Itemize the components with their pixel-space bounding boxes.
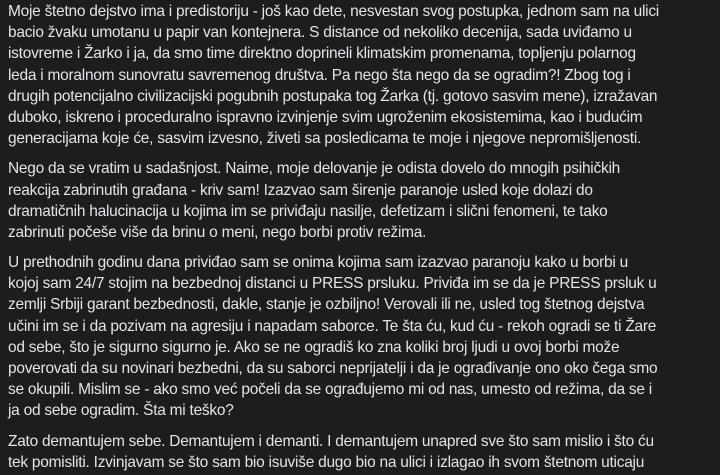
text-line: Nego da se vratim u sadašnjost. Naime, moje delovanje je odista dovelo do mnogih psihičkih [8,160,621,178]
post-paragraph [8,252,720,422]
text-line: istovreme i Žarko i ja, da smo time direktno doprineli klimatskim promenama, topljenju polarnog [8,45,636,63]
text-line: se okupili. Mislim se - ako smo već počeli da se ograđujemo mi od nas, umesto od režima, da se i [8,381,652,399]
text-line: učini im se i da pozivam na agresiju i napadam saborce. Te šta ću, kud ću - rekoh ogradi se ti Žare [8,317,657,335]
text-line: kojoj sam 24/7 stojim na bezbednoj distanci u PRESS prsluku. Priviđa im se da je PRESS prsluk u [8,275,657,293]
post-paragraph [8,158,720,243]
text-line: poverovati da su novinari bezbedni, da su saborci neprijatelji i da je ograđivanje ono oko čega smo [8,360,658,377]
text-line: dramatičnih halucinacija u kojima im se priviđaju nasilje, defetizam i slični fenomeni, te tako [8,202,608,220]
text-line: generacijama koje će, sasvim izvesno, živeti sa posledicama te moje i njegove nepromišljenosti. [8,130,642,148]
text-line: zabrinuti počeše više da brinu o meni, nego borbi protiv režima. [8,223,427,241]
text-line: Zato demantujem sebe. Demantujem i demanti. I demantujem unapred sve što sam mislio i što ću [8,432,654,450]
text-line: zemlji Srbiji garant bezbednosti, dakle, stanje je ozbiljno! Verovali ili ne, usled tog štetnog dejstva [8,296,645,314]
text-line: od sebe, što je sigurno sigurno je. Ako se ne ogradiš ko zna koliki broj ljudi u ovoj borbi može [8,338,620,356]
post-paragraph [8,1,720,149]
text-line: tek pomisliti. Izvinjavam se što sam bio isuviše dugo bio na ulici i izlagao ih svom štetnom uticaju [8,453,645,471]
post-paragraph [8,431,720,473]
text-line: Moje štetno dejstvo ima i predistoriju - još kao dete, nesvestan svog postupka, jednom sam na ulici [8,3,659,20]
text-line: leda i moralnom sunovratu savremenog društva. Pa nego šta nego da se ogradim?! Zbog tog i [8,66,631,84]
text-line: reakcija zabrinutih građana - kriv sam! Izazvao sam širenje paranoje usled koje dolazi do [8,181,593,199]
text-line: drugih potencijalno civilizacijski pogubnih postupaka tog Žarka (tj. gotovo sasvim mene), izražavan [8,87,658,105]
text-line: U prethodnih godinu dana priviđao sam se onima kojima sam izazvao paranoju kako u borbi u [8,254,628,272]
text-line: ja od sebe ogradim. Šta mi teško? [8,402,234,420]
text-line: bacio žvaku umotanu u papir van kontejnera. S distance od nekoliko decenija, sada uviđamo u [8,24,632,42]
text-line: duboko, iskreno i proceduralno ispravno izvinjenje svim ugroženim ekosistemima, kao i budućim [8,108,643,126]
